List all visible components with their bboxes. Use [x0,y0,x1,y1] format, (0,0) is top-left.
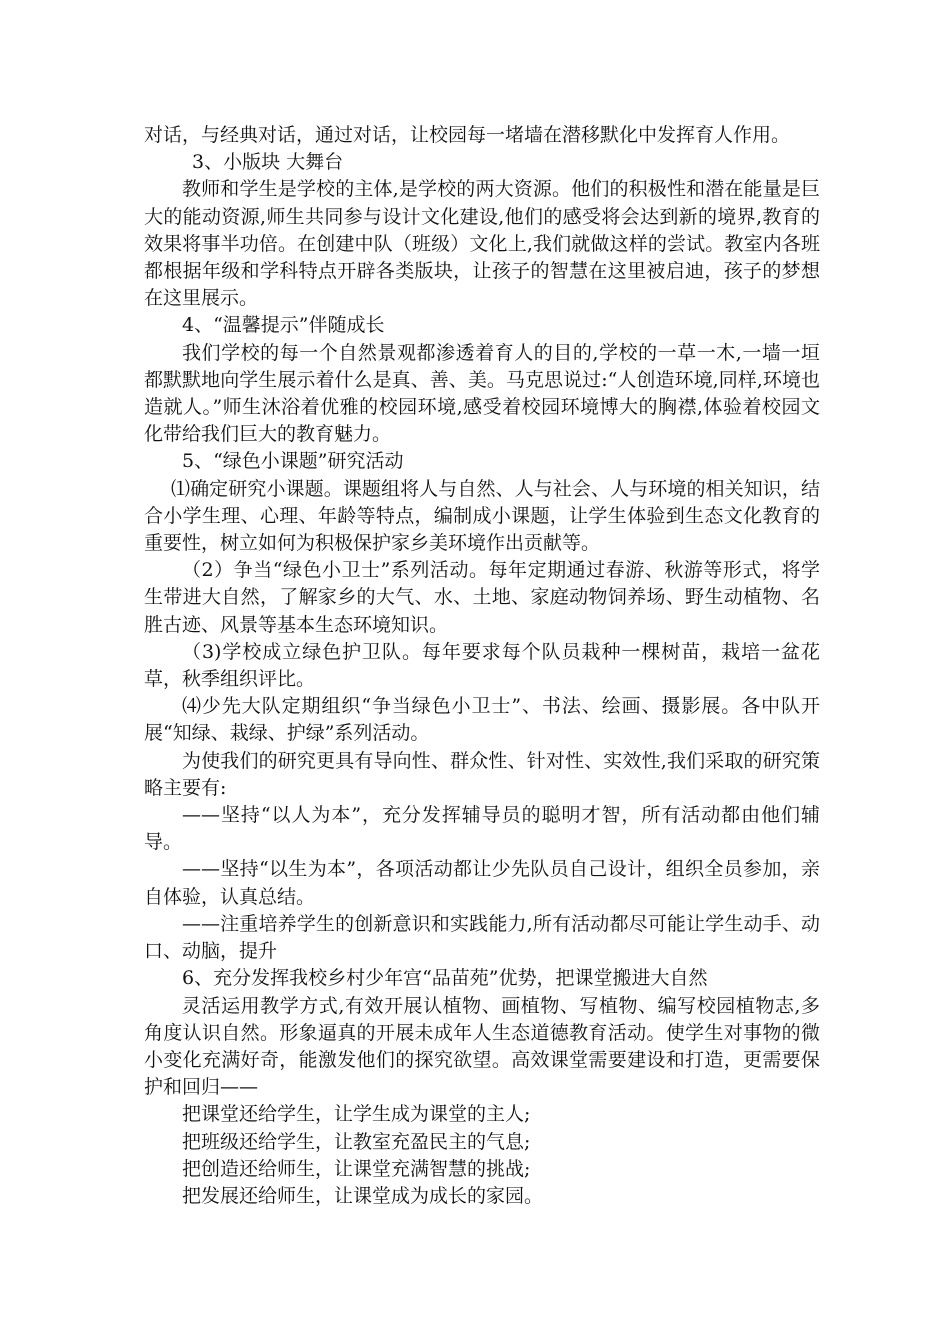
paragraph-4: ⑴确定研究小课题。课题组将人与自然、人与社会、人与环境的相关知识，结合小学生理、心理、年龄等特点，编制成小课题，让学生体验到生态文化教育的重要性，树立如何为积极保护家乡美环境作出贡献等。 [144,477,820,555]
paragraph-7: ⑷少先大队定期组织“争当绿色小卫士”、书法、绘画、摄影展。各中队开展“知绿、栽绿、护绿”系列活动。 [144,695,820,745]
list-item-2: 把班级还给学生，让教室充盈民主的气息; [182,1130,531,1153]
paragraph-2: 教师和学生是学校的主体,是学校的两大资源。他们的积极性和潜在能量是巨大的能动资源,师生共同参与设计文化建设,他们的感受将会达到新的境界,教育的效果将事半功倍。在创建中队（班级）文化上,我们就做这样的尝试。教室内各班都根据年级和学科特点开辟各类版块，让孩子的智慧在这里被启迪，孩子的梦想在这里展示。 [144,178,820,310]
heading-section-4: 4、“温馨提示”伴随成长 [182,314,385,337]
document-body [144,122,820,1210]
list-item-3: 把创造还给师生，让课堂充满智慧的挑战; [182,1157,531,1180]
heading-section-3: 3、小版块 大舞台 [192,151,344,174]
heading-section-6: 6、充分发挥我校乡村少年宫“品苗苑”优势，把课堂搬进大自然 [182,967,708,990]
paragraph-8: 为使我们的研究更具有导向性、群众性、针对性、实效性,我们采取的研究策略主要有: [144,749,820,799]
paragraph-3: 我们学校的每一个自然景观都渗透着育人的目的,学校的一草一木,一墙一垣都默默地向学生展示着什么是真、善、美。马克思说过:“人创造环境,同样,环境也造就人。”师生沐浴着优雅的校园环境,感受着校园环境博大的胸襟,体验着校园文化带给我们巨大的教育魅力。 [144,341,820,446]
list-item-4: 把发展还给师生，让课堂成为成长的家园。 [182,1184,544,1207]
paragraph-5: （2）争当“绿色小卫士”系列活动。每年定期通过春游、秋游等形式，将学生带进大自然，了解家乡的大气、水、土地、家庭动物饲养场、野生动植物、名胜古迹、风景等基本生态环境知识。 [144,559,820,636]
paragraph-11: ——注重培养学生的创新意识和实践能力,所有活动都尽可能让学生动手、动口、动脑，提升 [144,912,820,963]
paragraph-9: ——坚持“以人为本”，充分发挥辅导员的聪明才智，所有活动都由他们辅导。 [144,804,820,854]
list-item-1: 把课堂还给学生，让学生成为课堂的主人; [182,1103,531,1126]
paragraph-12: 灵活运用教学方式,有效开展认植物、画植物、写植物、编写校园植物志,多角度认识自然。形象逼真的开展未成年人生态道德教育活动。使学生对事物的微小变化充满好奇，能激发他们的探究欲望。高效课堂需要建设和打造，更需要保护和回归—— [144,994,820,1099]
heading-section-5: 5、“绿色小课题”研究活动 [182,450,404,473]
paragraph-10: ——坚持“以生为本”，各项活动都让少先队员自己设计，组织全员参加，亲自体验，认真总结。 [144,858,820,908]
paragraph-6: （3)学校成立绿色护卫队。每年要求每个队员栽种一棵树苗，栽培一盆花草，秋季组织评比。 [144,640,820,691]
paragraph-1: 对话，与经典对话，通过对话，让校园每一堵墙在潜移默化中发挥育人作用。 [144,124,791,146]
